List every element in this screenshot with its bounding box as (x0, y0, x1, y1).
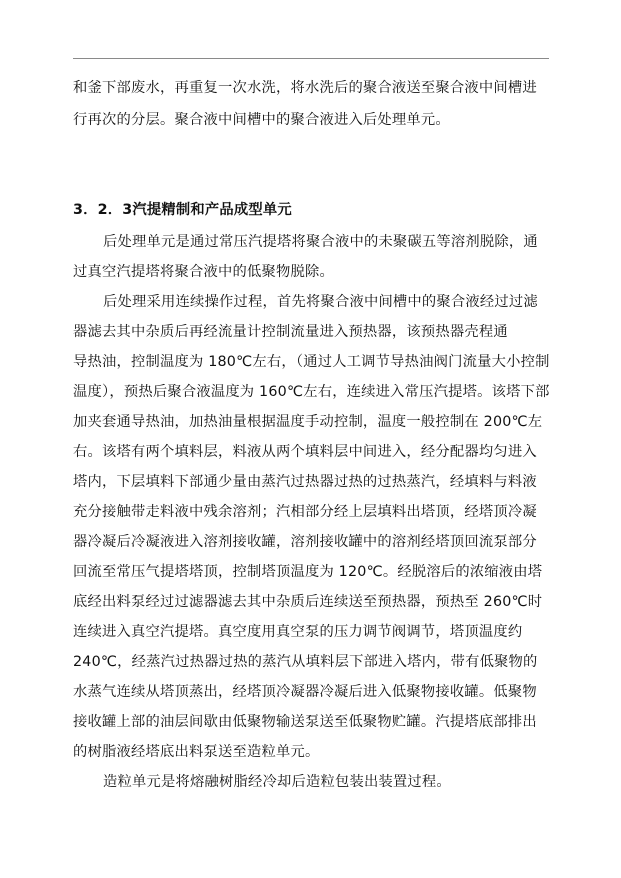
text-line: 连续进入真空汽提塔。真空度用真空泵的压力调节阀调节，塔顶温度约 (73, 624, 523, 640)
text-line: 后处理单元是通过常压汽提塔将聚合液中的未聚碳五等溶剂脱除，通 (103, 234, 538, 250)
text-line: 底经出料泵经过过滤器滤去其中杂质后连续送至预热器，预热至 260℃时 (73, 594, 543, 610)
text-line: 导热油，控制温度为 180℃左右，（通过人工调节导热油阀门流量大小控制 (73, 354, 550, 370)
text-line: 和釜下部废水，再重复一次水洗，将水洗后的聚合液送至聚合液中间槽进 (73, 80, 537, 96)
text-line: 塔内，下层填料下部通少量由蒸汽过热器过热的过热蒸汽，经填料与料液 (73, 474, 537, 490)
section-heading: 3．2．3汽提精制和产品成型单元 (73, 202, 292, 218)
text-line: 后处理采用连续操作过程，首先将聚合液中间槽中的聚合液经过过滤 (103, 294, 538, 310)
text-line: 回流至常压气提塔塔顶，控制塔顶温度为 120℃。经脱溶后的浓缩液由塔 (73, 564, 543, 580)
text-line: 接收罐上部的油层间歇由低聚物输送泵送至低聚物贮罐。汽提塔底部排出 (73, 714, 537, 730)
header-rule (73, 58, 549, 59)
text-line: 加夹套通导热油，加热油量根据温度手动控制，温度一般控制在 200℃左 (73, 414, 543, 430)
text-line: 过真空汽提塔将聚合液中的低聚物脱除。 (73, 264, 334, 280)
text-line: 240℃，经蒸汽过热器过热的蒸汽从填料层下部进入塔内，带有低聚物的 (73, 654, 538, 670)
text-line: 右。该塔有两个填料层，料液从两个填料层中间进入，经分配器均匀进入 (73, 444, 537, 460)
text-line: 器冷凝后冷凝液进入溶剂接收罐，溶剂接收罐中的溶剂经塔顶回流泵部分 (73, 534, 537, 550)
text-line: 水蒸气连续从塔顶蒸出，经塔顶冷凝器冷凝后进入低聚物接收罐。低聚物 (73, 684, 537, 700)
text-line: 器滤去其中杂质后再经流量计控制流量进入预热器，该预热器壳程通 (73, 324, 508, 340)
text-line: 造粒单元是将熔融树脂经冷却后造粒包装出装置过程。 (103, 774, 451, 790)
text-line: 行再次的分层。聚合液中间槽中的聚合液进入后处理单元。 (73, 112, 450, 128)
text-line: 温度），预热后聚合液温度为 160℃左右，连续进入常压汽提塔。该塔下部 (73, 384, 550, 400)
text-line: 的树脂液经塔底出料泵送至造粒单元。 (73, 744, 320, 760)
text-line: 充分接触带走料液中残余溶剂；汽相部分经上层填料出塔顶，经塔顶冷凝 (73, 504, 537, 520)
